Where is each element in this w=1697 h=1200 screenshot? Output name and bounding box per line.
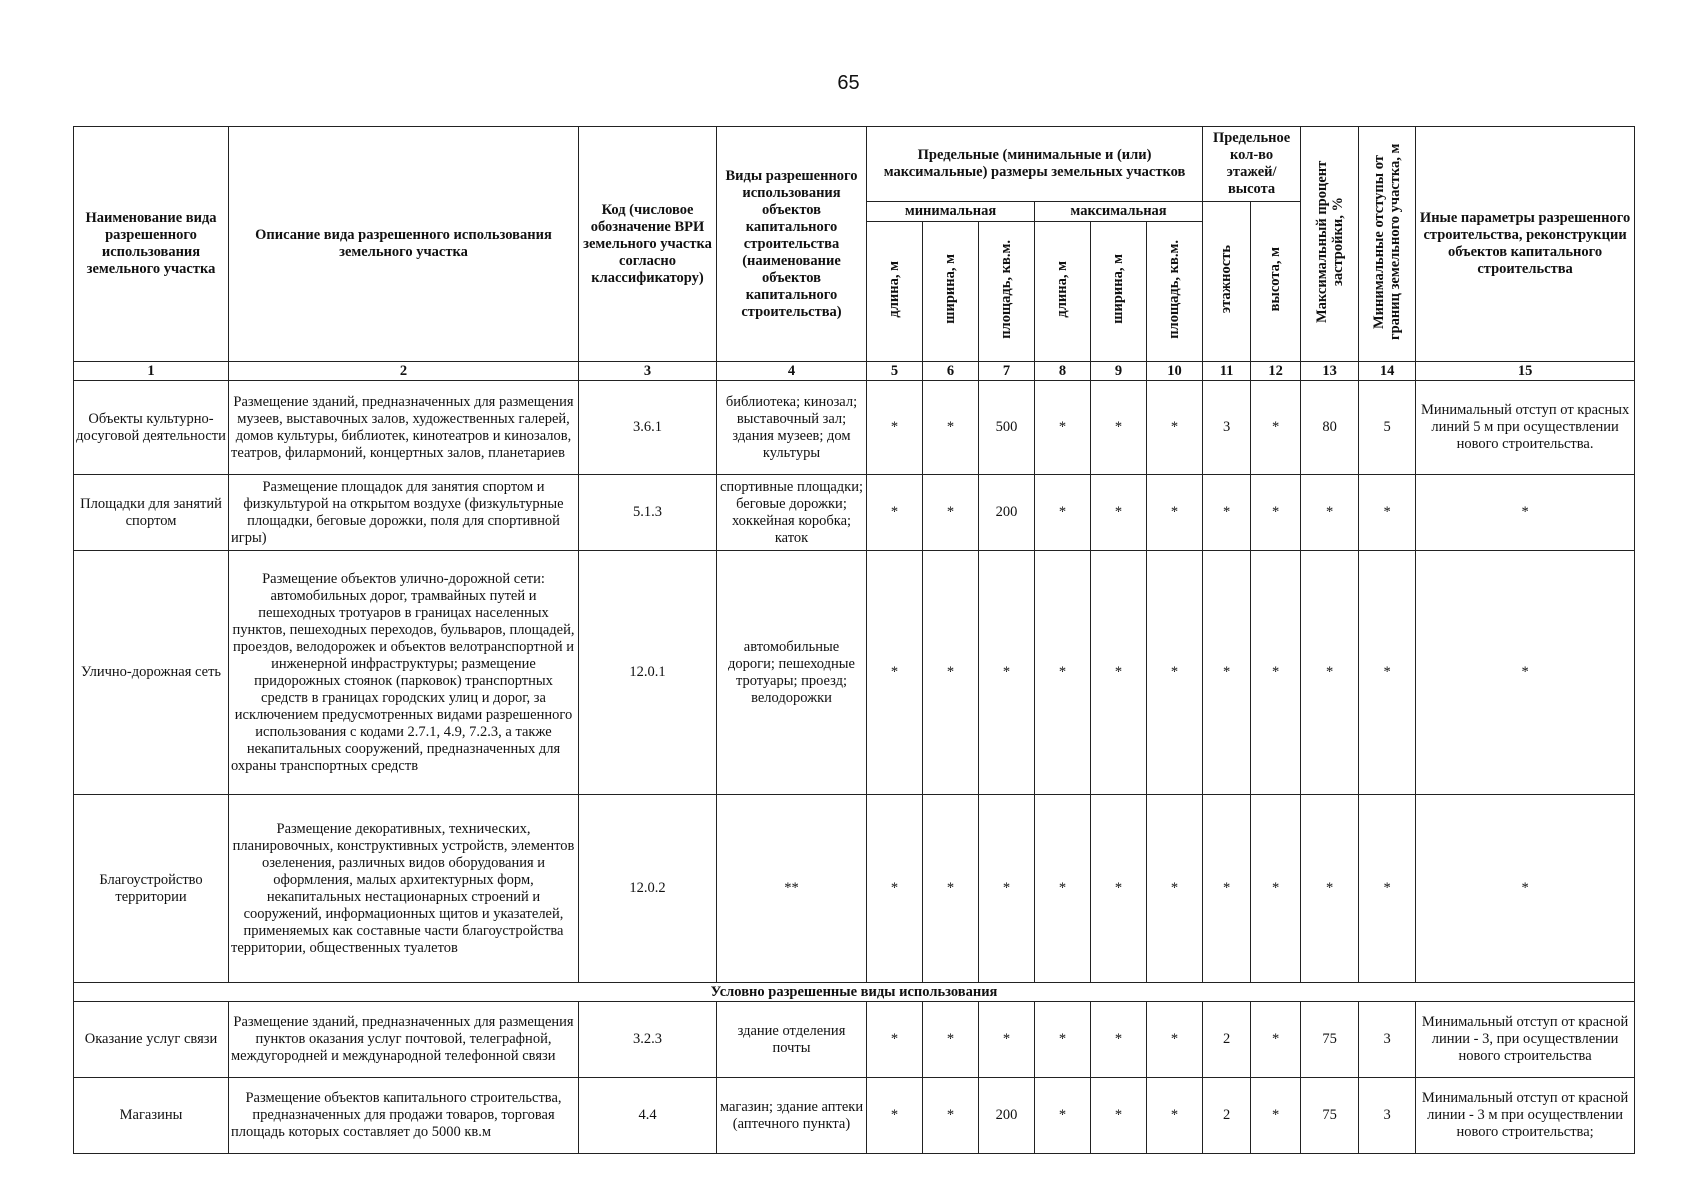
max-width: * bbox=[1091, 475, 1147, 551]
height: * bbox=[1251, 795, 1301, 983]
use-description: Размещение объектов капитального строительства, предназначенных для продажи товаров, торговая площадь которых составляет до 5000 кв.м bbox=[229, 1078, 579, 1154]
min-width: * bbox=[923, 1002, 979, 1078]
min-width: * bbox=[923, 381, 979, 475]
max-area: * bbox=[1147, 1002, 1203, 1078]
min-length: * bbox=[867, 1078, 923, 1154]
table-row bbox=[74, 551, 1635, 795]
header-floors: этажность bbox=[1203, 202, 1251, 362]
col-number: 15 bbox=[1416, 362, 1635, 381]
header-max: максимальная bbox=[1035, 202, 1203, 222]
table-row bbox=[74, 795, 1635, 983]
col-number: 7 bbox=[979, 362, 1035, 381]
use-name: Площадки для занятий спортом bbox=[74, 475, 229, 551]
header-code: Код (числовое обозначение ВРИ земельного участка согласно классификатору) bbox=[579, 127, 717, 362]
height: * bbox=[1251, 551, 1301, 795]
setback: * bbox=[1359, 551, 1416, 795]
min-width: * bbox=[923, 795, 979, 983]
use-code: 3.2.3 bbox=[579, 1002, 717, 1078]
header-name: Наименование вида разрешенного использования земельного участка bbox=[74, 127, 229, 362]
header-description: Описание вида разрешенного использования земельного участка bbox=[229, 127, 579, 362]
other-params: Минимальный отступ от красных линий 5 м при осуществлении нового строительства. bbox=[1416, 381, 1635, 475]
col-number: 14 bbox=[1359, 362, 1416, 381]
use-code: 3.6.1 bbox=[579, 381, 717, 475]
setback: 3 bbox=[1359, 1078, 1416, 1154]
max-length: * bbox=[1035, 475, 1091, 551]
build-percent: * bbox=[1301, 551, 1359, 795]
header-min-area: площадь, кв.м. bbox=[979, 222, 1035, 362]
header-other: Иные параметры разрешенного строительства, реконструкции объектов капитального строительства bbox=[1416, 127, 1635, 362]
header-types: Виды разрешенного использования объектов капитального строительства (наименование объектов капитального строительства) bbox=[717, 127, 867, 362]
header-max-area: площадь, кв.м. bbox=[1147, 222, 1203, 362]
max-length: * bbox=[1035, 795, 1091, 983]
col-number: 11 bbox=[1203, 362, 1251, 381]
max-length: * bbox=[1035, 1078, 1091, 1154]
use-types: магазин; здание аптеки (аптечного пункта) bbox=[717, 1078, 867, 1154]
header-limits: Предельные (минимальные и (или) максимальные) размеры земельных участков bbox=[867, 127, 1203, 202]
header-min-width: ширина, м bbox=[923, 222, 979, 362]
col-number: 9 bbox=[1091, 362, 1147, 381]
min-width: * bbox=[923, 475, 979, 551]
header-min-length: длина, м bbox=[867, 222, 923, 362]
use-types: автомобильные дороги; пешеходные тротуары; проезд; велодорожки bbox=[717, 551, 867, 795]
build-percent: 75 bbox=[1301, 1078, 1359, 1154]
max-area: * bbox=[1147, 795, 1203, 983]
col-number: 5 bbox=[867, 362, 923, 381]
min-width: * bbox=[923, 551, 979, 795]
setback: * bbox=[1359, 795, 1416, 983]
use-description: Размещение декоративных, технических, планировочных, конструктивных устройств, элементов озеленения, различных видов оборудования и оформления, малых архитектурных форм, некапитальных нестационарных строений и сооружений, информационных щитов и указателей, применяемых как составные части благоустройства территории, общественных туалетов bbox=[229, 795, 579, 983]
height: * bbox=[1251, 475, 1301, 551]
use-code: 5.1.3 bbox=[579, 475, 717, 551]
col-number: 3 bbox=[579, 362, 717, 381]
header-min: минимальная bbox=[867, 202, 1035, 222]
col-number: 2 bbox=[229, 362, 579, 381]
build-percent: * bbox=[1301, 475, 1359, 551]
use-name: Благоустройство территории bbox=[74, 795, 229, 983]
col-number: 8 bbox=[1035, 362, 1091, 381]
min-length: * bbox=[867, 795, 923, 983]
build-percent: * bbox=[1301, 795, 1359, 983]
use-code: 4.4 bbox=[579, 1078, 717, 1154]
column-numbers-row bbox=[74, 362, 1635, 381]
table-row bbox=[74, 381, 1635, 475]
col-number: 10 bbox=[1147, 362, 1203, 381]
min-length: * bbox=[867, 1002, 923, 1078]
table-row bbox=[74, 475, 1635, 551]
floors: 2 bbox=[1203, 1078, 1251, 1154]
other-params: * bbox=[1416, 475, 1635, 551]
use-name: Магазины bbox=[74, 1078, 229, 1154]
max-length: * bbox=[1035, 551, 1091, 795]
max-area: * bbox=[1147, 475, 1203, 551]
use-types: ** bbox=[717, 795, 867, 983]
col-number: 13 bbox=[1301, 362, 1359, 381]
header-max-length: длина, м bbox=[1035, 222, 1091, 362]
other-params: Минимальный отступ от красной линии - 3, при осуществлении нового строительства bbox=[1416, 1002, 1635, 1078]
min-length: * bbox=[867, 475, 923, 551]
header-build-percent: Максимальный процент застройки, % bbox=[1301, 127, 1359, 362]
other-params: * bbox=[1416, 795, 1635, 983]
col-number: 12 bbox=[1251, 362, 1301, 381]
use-types: спортивные площадки; беговые дорожки; хоккейная коробка; каток bbox=[717, 475, 867, 551]
header-height: высота, м bbox=[1251, 202, 1301, 362]
max-area: * bbox=[1147, 381, 1203, 475]
max-area: * bbox=[1147, 1078, 1203, 1154]
max-area: * bbox=[1147, 551, 1203, 795]
page-number: 65 bbox=[837, 72, 860, 94]
min-area: 500 bbox=[979, 381, 1035, 475]
col-number: 1 bbox=[74, 362, 229, 381]
other-params: Минимальный отступ от красной линии - 3 м при осуществлении нового строительства; bbox=[1416, 1078, 1635, 1154]
height: * bbox=[1251, 1002, 1301, 1078]
min-area: 200 bbox=[979, 475, 1035, 551]
setback: 5 bbox=[1359, 381, 1416, 475]
min-width: * bbox=[923, 1078, 979, 1154]
min-length: * bbox=[867, 381, 923, 475]
max-width: * bbox=[1091, 1002, 1147, 1078]
use-types: здание отделения почты bbox=[717, 1002, 867, 1078]
table-row bbox=[74, 1078, 1635, 1154]
use-name: Оказание услуг связи bbox=[74, 1002, 229, 1078]
min-area: * bbox=[979, 795, 1035, 983]
height: * bbox=[1251, 381, 1301, 475]
use-name: Улично-дорожная сеть bbox=[74, 551, 229, 795]
floors: 2 bbox=[1203, 1002, 1251, 1078]
other-params: * bbox=[1416, 551, 1635, 795]
floors: 3 bbox=[1203, 381, 1251, 475]
land-use-regulations-table bbox=[73, 126, 1635, 1154]
col-number: 4 bbox=[717, 362, 867, 381]
section-row bbox=[74, 983, 1635, 1002]
table-row bbox=[74, 1002, 1635, 1078]
use-description: Размещение объектов улично-дорожной сети: автомобильных дорог, трамвайных путей и пешеходных тротуаров в границах населенных пунктов, пешеходных переходов, бульваров, площадей, проездов, велодорожек и объектов велотранспортной и инженерной инфраструктуры; размещение придорожных стоянок (парковок) транспортных средств в границах городских улиц и дорог, за исключением предусмотренных видами разрешенного использования с кодами 2.7.1, 4.9, 7.2.3, а также некапитальных сооружений, предназначенных для охраны транспортных средств bbox=[229, 551, 579, 795]
header-floors-group: Предельное кол-во этажей/ высота bbox=[1203, 127, 1301, 202]
col-number: 6 bbox=[923, 362, 979, 381]
max-length: * bbox=[1035, 381, 1091, 475]
max-width: * bbox=[1091, 381, 1147, 475]
use-code: 12.0.1 bbox=[579, 551, 717, 795]
use-description: Размещение зданий, предназначенных для размещения музеев, выставочных залов, художественных галерей, домов культуры, библиотек, кинотеатров и кинозалов, театров, филармоний, концертных залов, планетариев bbox=[229, 381, 579, 475]
floors: * bbox=[1203, 795, 1251, 983]
use-description: Размещение площадок для занятия спортом и физкультурой на открытом воздухе (физкультурные площадки, беговые дорожки, поля для спортивной игры) bbox=[229, 475, 579, 551]
build-percent: 75 bbox=[1301, 1002, 1359, 1078]
use-name: Объекты культурно-досуговой деятельности bbox=[74, 381, 229, 475]
use-types: библиотека; кинозал; выставочный зал; здания музеев; дом культуры bbox=[717, 381, 867, 475]
max-width: * bbox=[1091, 551, 1147, 795]
min-area: * bbox=[979, 551, 1035, 795]
max-width: * bbox=[1091, 1078, 1147, 1154]
setback: 3 bbox=[1359, 1002, 1416, 1078]
floors: * bbox=[1203, 551, 1251, 795]
max-length: * bbox=[1035, 1002, 1091, 1078]
build-percent: 80 bbox=[1301, 381, 1359, 475]
min-area: * bbox=[979, 1002, 1035, 1078]
header-max-width: ширина, м bbox=[1091, 222, 1147, 362]
use-description: Размещение зданий, предназначенных для размещения пунктов оказания услуг почтовой, телеграфной, междугородней и международной телефонной связи bbox=[229, 1002, 579, 1078]
use-code: 12.0.2 bbox=[579, 795, 717, 983]
max-width: * bbox=[1091, 795, 1147, 983]
section-title: Условно разрешенные виды использования bbox=[74, 983, 1635, 1002]
header-setbacks: Минимальные отступы от границ земельного участка, м bbox=[1359, 127, 1416, 362]
min-length: * bbox=[867, 551, 923, 795]
setback: * bbox=[1359, 475, 1416, 551]
floors: * bbox=[1203, 475, 1251, 551]
height: * bbox=[1251, 1078, 1301, 1154]
min-area: 200 bbox=[979, 1078, 1035, 1154]
